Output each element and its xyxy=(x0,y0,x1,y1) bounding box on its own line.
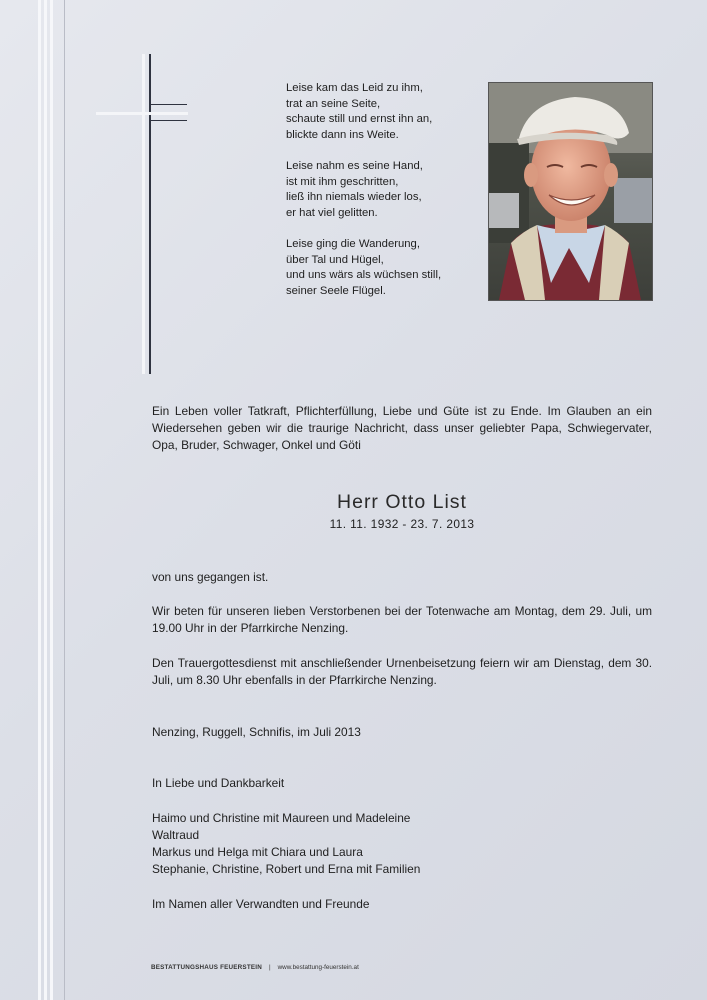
mourner-line: Stephanie, Christine, Robert und Erna mit Familien xyxy=(152,862,421,876)
poem-line: ist mit ihm geschritten, xyxy=(286,175,399,188)
poem-stanza-2 xyxy=(286,159,476,221)
poem-line: trat an seine Seite, xyxy=(286,97,381,110)
mourners-list xyxy=(152,810,652,878)
life-dates: 11. 11. 1932 - 23. 7. 2013 xyxy=(329,517,475,531)
poem-line: Leise ging die Wanderung, xyxy=(286,237,420,250)
poem-line: Leise kam das Leid zu ihm, xyxy=(286,82,423,94)
poem-stanza-1 xyxy=(286,81,476,143)
poem-line: blickte dann ins Weite. xyxy=(286,128,399,141)
footer-separator: | xyxy=(268,964,271,971)
intro-paragraph: Ein Leben voller Tatkraft, Pflichterfüllung, Liebe und Güte ist zu Ende. Im Glauben an ein Wiedersehen geben wir die traurige Nachricht, dass unser geliebter Papa, Schwiegervater, Opa, Bruder, Schwager, Onkel und Göti xyxy=(152,404,652,452)
portrait-photo xyxy=(488,82,653,301)
place-date: Nenzing, Ruggell, Schnifis, im Juli 2013 xyxy=(152,725,361,739)
poem xyxy=(286,81,476,315)
poem-line: über Tal und Hügel, xyxy=(286,253,384,266)
mourner-line: Waltraud xyxy=(152,828,200,842)
wake-paragraph: Wir beten für unseren lieben Verstorbenen bei der Totenwache am Montag, dem 29. Juli, um 19.00 Uhr in der Pfarrkirche Nenzing. xyxy=(152,604,652,635)
cross-symbol xyxy=(96,54,188,376)
poem-line: schaute still und ernst ihn an, xyxy=(286,113,433,126)
gratitude-line: In Liebe und Dankbarkeit xyxy=(152,776,285,790)
poem-stanza-3 xyxy=(286,237,476,299)
poem-line: seiner Seele Flügel. xyxy=(286,284,386,297)
poem-line: und uns wärs als wüchsen still, xyxy=(286,269,442,282)
poem-line: er hat viel gelitten. xyxy=(286,206,378,219)
footer-website-link[interactable]: www.bestattung-feuerstein.at xyxy=(277,964,359,971)
footer xyxy=(151,964,359,971)
mourner-line: Haimo und Christine mit Maureen und Madeleine xyxy=(152,811,411,825)
closing-line: Im Namen aller Verwandten und Freunde xyxy=(152,897,370,911)
funeral-home-name: BESTATTUNGSHAUS FEUERSTEIN xyxy=(151,964,262,971)
funeral-paragraph: Den Trauergottesdienst mit anschließender Urnenbeisetzung feiern wir am Dienstag, dem 30. Juli, um 8.30 Uhr ebenfalls in der Pfarrkirche Nenzing. xyxy=(152,656,652,687)
decorative-edge-lines xyxy=(38,0,68,1000)
poem-line: Leise nahm es seine Hand, xyxy=(286,159,423,172)
passed-away-line: von uns gegangen ist. xyxy=(152,570,269,584)
mourner-line: Markus und Helga mit Chiara und Laura xyxy=(152,845,363,859)
deceased-name: Herr Otto List xyxy=(337,491,467,513)
poem-line: ließ ihn niemals wieder los, xyxy=(286,191,422,204)
